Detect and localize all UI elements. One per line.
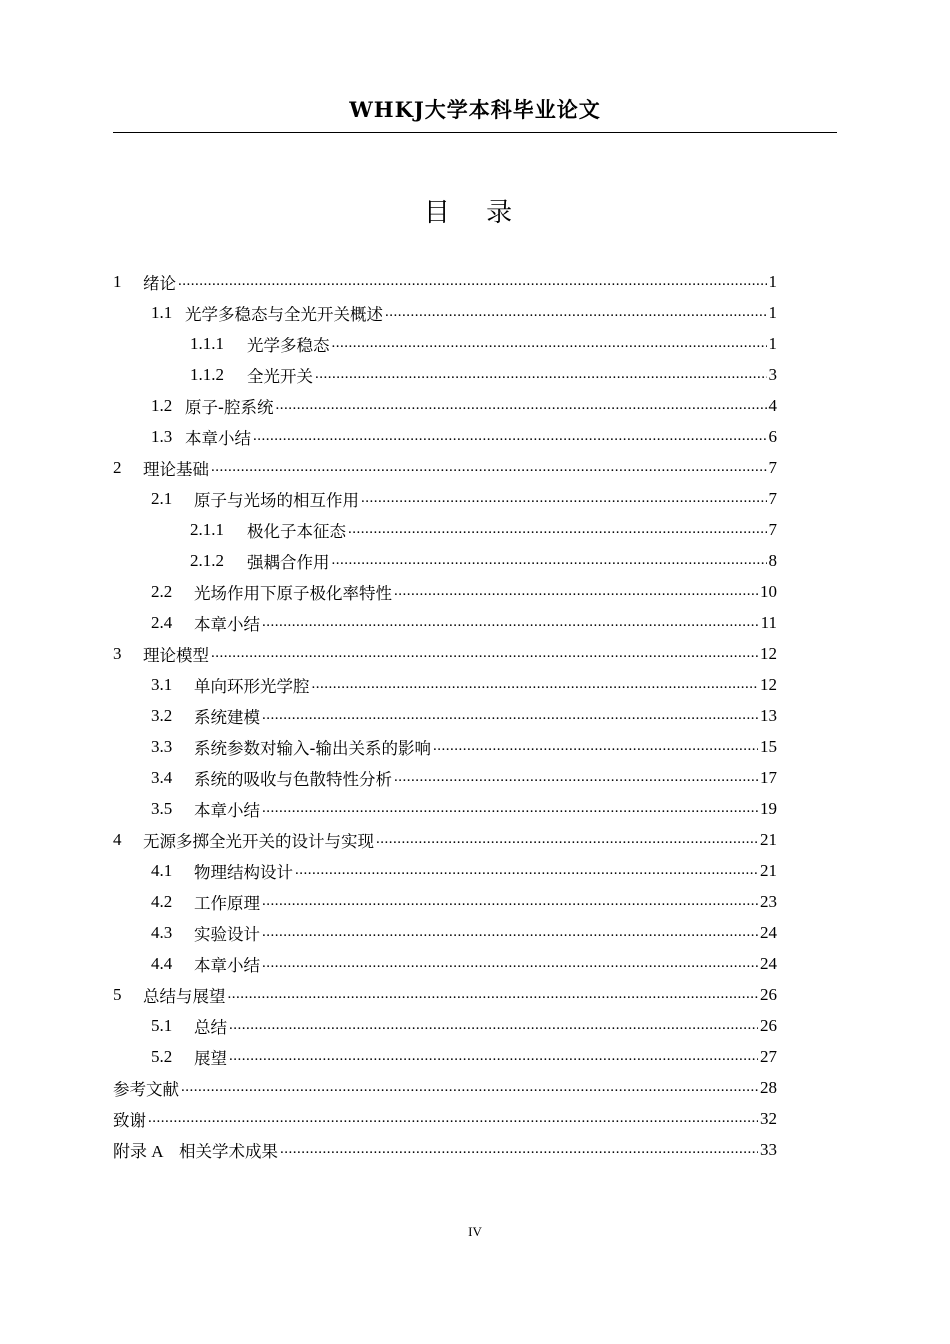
document-header: WHKJ大学本科毕业论文 — [349, 97, 601, 122]
toc-entry-page: 15 — [760, 736, 777, 756]
toc-entry-title: 本章小结 — [194, 800, 260, 820]
toc-entry[interactable] — [113, 700, 777, 731]
toc-entry-title: 原子与光场的相互作用 — [194, 490, 359, 510]
toc-entry[interactable] — [113, 359, 777, 390]
toc-entry[interactable] — [113, 266, 777, 297]
toc-entry-number: 4 — [113, 829, 122, 849]
toc-entry-page: 26 — [760, 1015, 777, 1035]
toc-entry-title: 致谢 — [113, 1110, 146, 1130]
toc-entry-title: 本章小结 — [185, 428, 251, 448]
toc-entry-number: 1.1.1 — [190, 333, 224, 353]
toc-entry-page: 17 — [760, 767, 777, 787]
toc-leader-dots — [262, 893, 758, 910]
toc-entry-page: 21 — [760, 829, 777, 849]
toc-entry-number: 1.1.2 — [190, 364, 224, 384]
toc-entry-title: 极化子本征态 — [247, 521, 346, 541]
toc-entry-number: 2 — [113, 457, 122, 477]
toc-entry-page: 21 — [760, 860, 777, 880]
toc-leader-dots — [275, 397, 766, 414]
toc-leader-dots — [211, 459, 767, 476]
toc-leader-dots — [332, 335, 767, 352]
toc-entry-page: 19 — [760, 798, 777, 818]
toc-entry-page: 7 — [768, 519, 777, 539]
toc-entry-page: 24 — [760, 953, 777, 973]
toc-leader-dots — [181, 1079, 758, 1096]
toc-entry-page: 12 — [760, 643, 777, 663]
toc-leader-dots — [312, 676, 759, 693]
toc-entry-number: 1.3 — [151, 426, 173, 446]
toc-entry-title: 相关学术成果 — [179, 1141, 278, 1161]
toc-entry-title: 系统的吸收与色散特性分析 — [194, 769, 392, 789]
toc-entry-title: 光学多稳态 — [247, 335, 330, 355]
toc-leader-dots — [262, 707, 758, 724]
toc-entry-number: 3.3 — [151, 736, 173, 756]
toc-entry[interactable] — [113, 297, 777, 328]
header-rule — [113, 132, 837, 133]
toc-entry-page: 27 — [760, 1046, 777, 1066]
toc-entry[interactable] — [113, 421, 777, 452]
toc-entry-page: 28 — [760, 1077, 777, 1097]
toc-entry[interactable] — [113, 452, 777, 483]
toc-title: 目 录 — [423, 198, 527, 228]
toc-entry[interactable] — [113, 1072, 777, 1103]
toc-entry-number: 4.2 — [151, 891, 173, 911]
toc-entry[interactable] — [113, 886, 777, 917]
toc-entry-number: 2.2 — [151, 581, 173, 601]
toc-entry-number: 3.5 — [151, 798, 173, 818]
toc-entry[interactable] — [113, 1041, 777, 1072]
toc-leader-dots — [148, 1110, 758, 1127]
toc-entry-page: 33 — [760, 1139, 777, 1159]
toc-entry-title: 工作原理 — [194, 893, 260, 913]
toc-entry-number: 4.4 — [151, 953, 173, 973]
toc-entry-page: 8 — [768, 550, 777, 570]
toc-entry[interactable] — [113, 793, 777, 824]
toc-entry-number: 2.1 — [151, 488, 173, 508]
toc-entry[interactable] — [113, 514, 777, 545]
toc-entry-title: 本章小结 — [194, 614, 260, 634]
toc-entry-title: 光学多稳态与全光开关概述 — [185, 304, 383, 324]
toc-entry-title: 光场作用下原子极化率特性 — [194, 583, 392, 603]
toc-entry-number: 3.1 — [151, 674, 173, 694]
toc-entry[interactable] — [113, 669, 777, 700]
toc-leader-dots — [385, 304, 767, 321]
toc-entry-title: 系统参数对输入-输出关系的影响 — [194, 738, 431, 758]
toc-leader-dots — [376, 831, 758, 848]
toc-entry-page: 4 — [768, 395, 777, 415]
toc-entry-page: 1 — [768, 302, 777, 322]
toc-leader-dots — [433, 738, 758, 755]
toc-leader-dots — [228, 986, 759, 1003]
toc-entry[interactable] — [113, 917, 777, 948]
toc-entry-number: 3.2 — [151, 705, 173, 725]
toc-entry[interactable] — [113, 855, 777, 886]
toc-entry-page: 1 — [768, 271, 777, 291]
toc-entry-number: 2.1.2 — [190, 550, 224, 570]
toc-entry[interactable] — [113, 979, 777, 1010]
toc-entry-title: 实验设计 — [194, 924, 260, 944]
toc-entry-page: 26 — [760, 984, 777, 1004]
toc-entry-number: 附录 A — [113, 1142, 164, 1161]
toc-entry-title: 理论模型 — [143, 645, 209, 665]
toc-entry-page: 24 — [760, 922, 777, 942]
toc-entry-title: 总结与展望 — [143, 986, 226, 1006]
toc-entry-title: 参考文献 — [113, 1079, 179, 1099]
toc-leader-dots — [262, 924, 758, 941]
toc-entry-page: 6 — [768, 426, 777, 446]
toc-entry-page: 1 — [768, 333, 777, 353]
toc-entry-page: 7 — [768, 488, 777, 508]
toc-entry[interactable] — [113, 1103, 777, 1134]
toc-entry[interactable] — [113, 762, 777, 793]
toc-entry[interactable] — [113, 824, 777, 855]
toc-entry-number: 4.1 — [151, 860, 173, 880]
toc-leader-dots — [315, 366, 767, 383]
toc-entry[interactable] — [113, 948, 777, 979]
toc-entry[interactable] — [113, 638, 777, 669]
toc-entry[interactable] — [113, 1010, 777, 1041]
toc-entry[interactable] — [113, 731, 777, 762]
toc-entry-title: 系统建模 — [194, 707, 260, 727]
toc-leader-dots — [295, 862, 758, 879]
toc-leader-dots — [229, 1048, 758, 1065]
toc-entry-page: 10 — [760, 581, 777, 601]
toc-entry-title: 绪论 — [143, 273, 176, 293]
toc-leader-dots — [253, 428, 767, 445]
toc-entry-number: 1.1 — [151, 302, 173, 322]
toc-entry[interactable] — [113, 483, 777, 514]
toc-entry[interactable] — [113, 545, 777, 576]
table-of-contents — [113, 266, 777, 1165]
toc-leader-dots — [211, 645, 758, 662]
toc-entry-title: 原子-腔系统 — [185, 397, 274, 417]
toc-entry-page: 32 — [760, 1108, 777, 1128]
toc-leader-dots — [229, 1017, 758, 1034]
toc-entry-number: 5.2 — [151, 1046, 173, 1066]
toc-entry-number: 4.3 — [151, 922, 173, 942]
toc-entry-page: 13 — [760, 705, 777, 725]
toc-entry-title: 本章小结 — [194, 955, 260, 975]
toc-entry-number: 2.1.1 — [190, 519, 224, 539]
toc-entry-number: 3 — [113, 643, 122, 663]
toc-entry-title: 理论基础 — [143, 459, 209, 479]
toc-entry-page: 7 — [768, 457, 777, 477]
toc-leader-dots — [394, 769, 758, 786]
toc-entry-title: 全光开关 — [247, 366, 313, 386]
page-number: IV — [468, 1224, 482, 1239]
toc-leader-dots — [262, 800, 758, 817]
toc-leader-dots — [332, 552, 767, 569]
toc-leader-dots — [178, 273, 767, 290]
toc-entry-number: 5.1 — [151, 1015, 173, 1035]
toc-entry-page: 23 — [760, 891, 777, 911]
toc-leader-dots — [280, 1141, 758, 1158]
toc-entry-title: 展望 — [194, 1048, 227, 1068]
toc-entry-title: 物理结构设计 — [194, 862, 293, 882]
toc-entry-title: 强耦合作用 — [247, 552, 330, 572]
toc-entry-number: 2.4 — [151, 612, 173, 632]
toc-entry-page: 12 — [760, 674, 777, 694]
toc-entry[interactable] — [113, 328, 777, 359]
toc-entry-title: 总结 — [194, 1017, 227, 1037]
toc-entry-number: 1 — [113, 271, 122, 291]
toc-entry[interactable] — [113, 607, 777, 638]
toc-leader-dots — [348, 521, 767, 538]
toc-entry-number: 5 — [113, 984, 122, 1004]
toc-entry-title: 单向环形光学腔 — [194, 676, 310, 696]
toc-entry[interactable] — [113, 1134, 777, 1165]
toc-entry-number: 3.4 — [151, 767, 173, 787]
toc-leader-dots — [262, 614, 759, 631]
toc-entry[interactable] — [113, 390, 777, 421]
toc-entry-page: 11 — [760, 612, 777, 632]
toc-entry[interactable] — [113, 576, 777, 607]
toc-leader-dots — [262, 955, 758, 972]
toc-leader-dots — [394, 583, 758, 600]
toc-entry-number: 1.2 — [151, 395, 173, 415]
toc-entry-title: 无源多掷全光开关的设计与实现 — [143, 831, 374, 851]
toc-leader-dots — [361, 490, 767, 507]
toc-entry-page: 3 — [768, 364, 777, 384]
